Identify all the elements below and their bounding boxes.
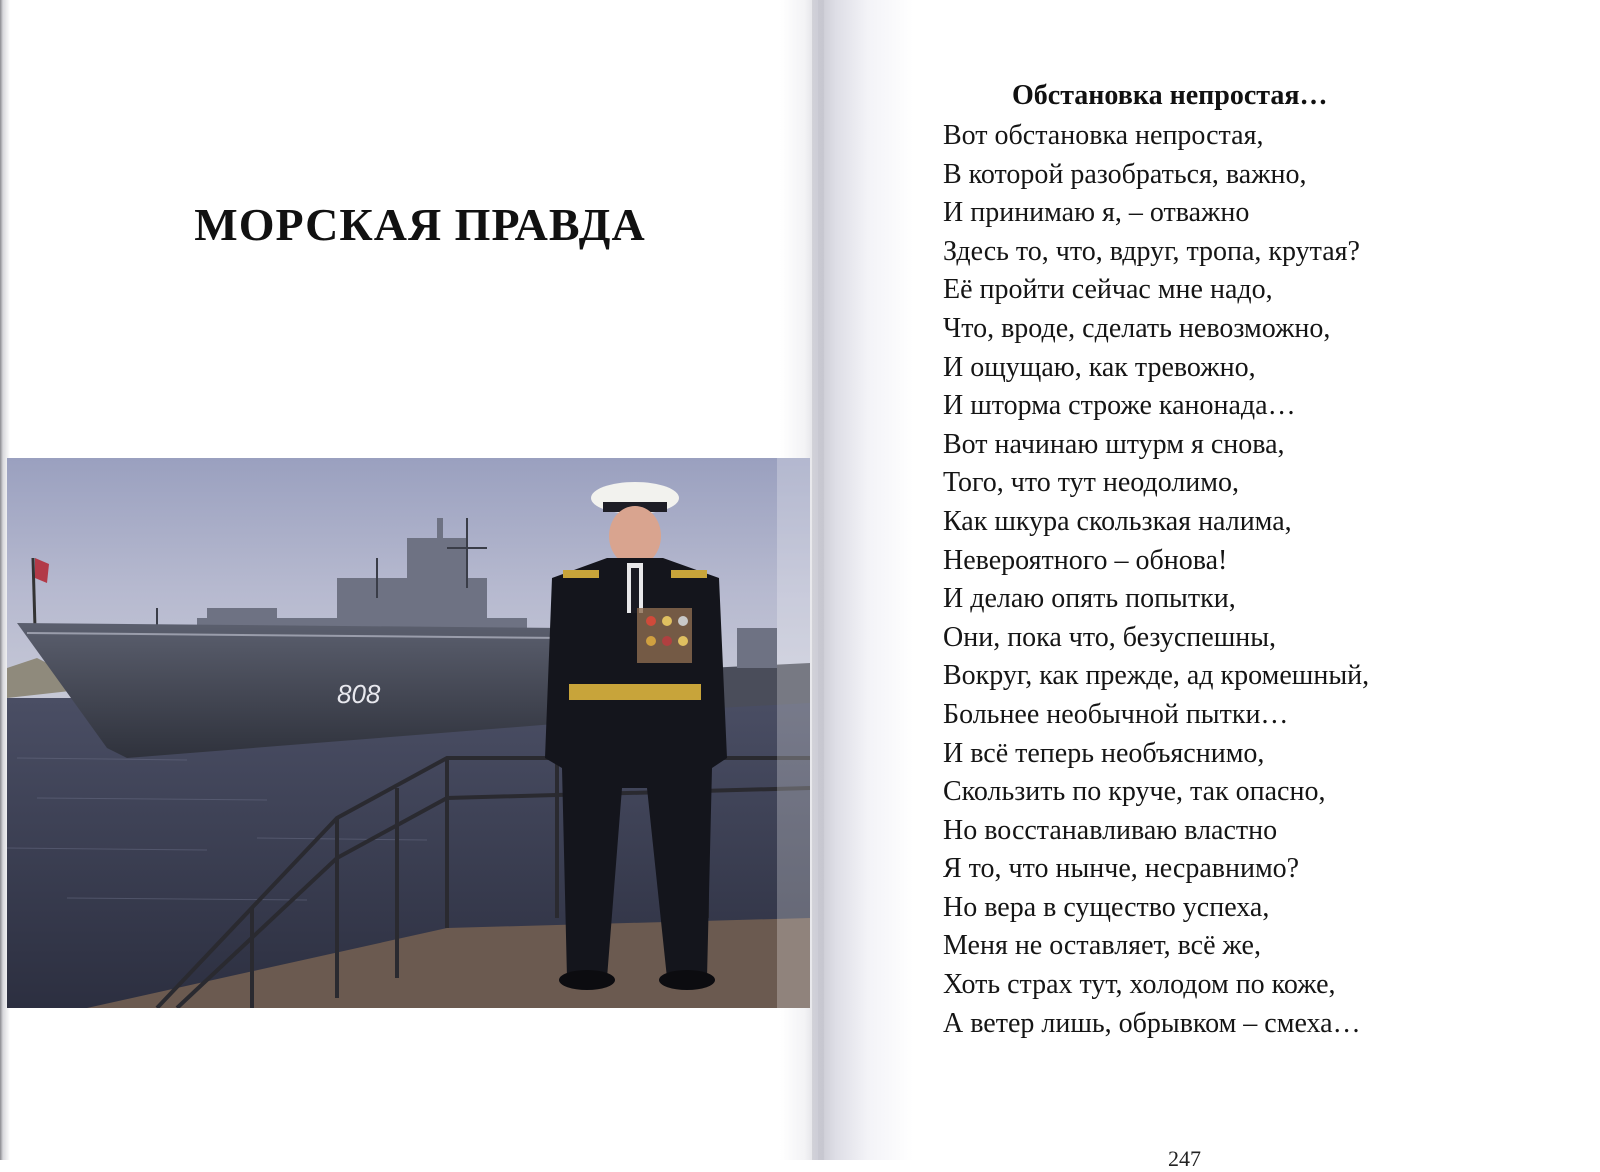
poem-line: Но восстанавливаю властно xyxy=(943,814,1278,846)
page-number: 247 xyxy=(1168,1146,1201,1171)
poem-line: И шторма строже канонада… xyxy=(943,390,1296,422)
poem-line: В которой разобраться, важно, xyxy=(943,158,1307,190)
poem-line: Вокруг, как прежде, ад кромешный, xyxy=(943,660,1370,692)
poem-line: Скользить по круче, так опасно, xyxy=(943,776,1326,808)
poem-line: Как шкура скользкая налима, xyxy=(943,505,1292,537)
poem-line: Они, пока что, безуспешны, xyxy=(943,621,1277,653)
poem-line: Здесь то, что, вдруг, тропа, крутая? xyxy=(943,235,1360,267)
poem-line: Вот обстановка непростая, xyxy=(943,120,1264,151)
gutter-shadow xyxy=(812,0,824,1160)
poem-line: Больнее необычной пытки… xyxy=(943,698,1289,730)
hull-number: 808 xyxy=(337,679,381,709)
photo-sailor-and-warship xyxy=(7,458,810,1008)
poem-line: Её пройти сейчас мне надо, xyxy=(943,274,1273,306)
poem-title: Обстановка непростая… xyxy=(1012,80,1328,111)
poem-line: И делаю опять попытки, xyxy=(943,583,1236,615)
poem-line: А ветер лишь, обрывком – смеха… xyxy=(943,1007,1361,1039)
poem-line: Того, что тут неодолимо, xyxy=(943,467,1239,499)
poem-body xyxy=(943,117,1563,1043)
page-curl-highlight xyxy=(777,458,810,1008)
poem-line: И ощущаю, как тревожно, xyxy=(943,351,1256,383)
poem-line: Невероятного – обнова! xyxy=(943,544,1228,576)
photo-illustration xyxy=(7,458,810,1008)
poem-line: И принимаю я, – отважно xyxy=(943,197,1250,229)
poem-line: Вот начинаю штурм я снова, xyxy=(943,428,1285,460)
flagpole xyxy=(33,558,35,628)
poem-line: И всё теперь необъяснимо, xyxy=(943,737,1265,769)
poem-line: Но вера в существо успеха, xyxy=(943,891,1270,923)
section-title: МОРСКАЯ ПРАВДА xyxy=(194,199,646,250)
poem-line: Что, вроде, сделать невозможно, xyxy=(943,312,1331,344)
poem-line: Я то, что нынче, несравнимо? xyxy=(943,853,1300,885)
poem-line: Меня не оставляет, всё же, xyxy=(943,930,1261,962)
second-ship-superstructure xyxy=(737,628,777,668)
poem-line: Хоть страх тут, холодом по коже, xyxy=(943,969,1336,1001)
